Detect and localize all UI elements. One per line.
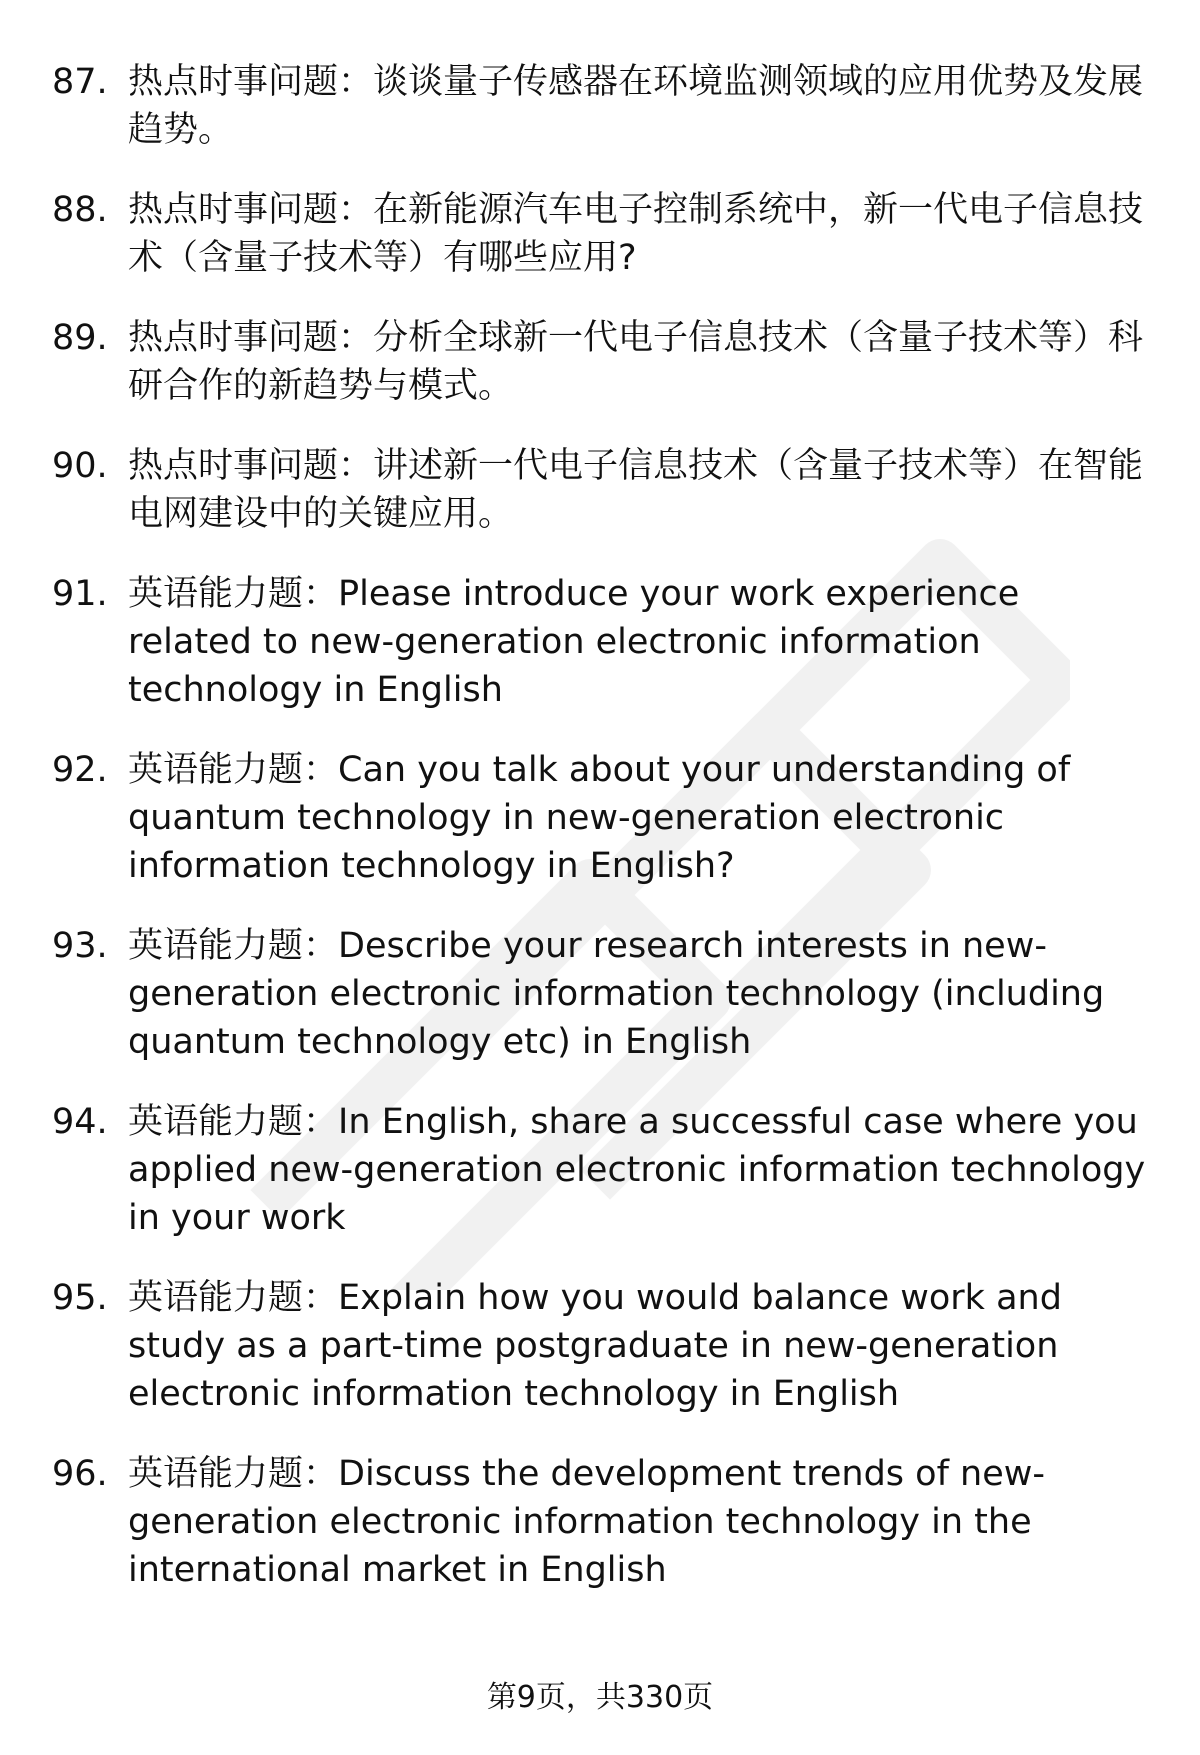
question-text bbox=[128, 922, 1152, 1066]
question-text bbox=[128, 186, 1152, 282]
question-item-95 bbox=[52, 1274, 1152, 1418]
question-text bbox=[128, 1098, 1152, 1242]
question-text bbox=[128, 1450, 1152, 1594]
question-item-92 bbox=[52, 746, 1152, 890]
question-item-91 bbox=[52, 570, 1152, 714]
question-text bbox=[128, 442, 1152, 538]
question-category: 英语能力题： bbox=[128, 1454, 339, 1494]
question-number: 96. bbox=[52, 1454, 108, 1494]
question-item-89 bbox=[52, 314, 1152, 410]
question-item-93 bbox=[52, 922, 1152, 1066]
question-text bbox=[128, 570, 1152, 714]
question-number: 92. bbox=[52, 750, 108, 790]
question-category: 热点时事问题： bbox=[128, 190, 374, 230]
question-text bbox=[128, 314, 1152, 410]
question-item-94 bbox=[52, 1098, 1152, 1242]
question-category: 英语能力题： bbox=[128, 750, 339, 790]
question-category: 热点时事问题： bbox=[128, 318, 374, 358]
question-body: Describe your research interests in new-generation electronic information technology (including quantum technology etc) in English bbox=[128, 926, 1105, 1062]
question-number: 89. bbox=[52, 318, 108, 358]
question-text bbox=[128, 58, 1152, 154]
question-number: 91. bbox=[52, 574, 108, 614]
question-body: 讲述新一代电子信息技术（含量子技术等）在智能电网建设中的关键应用。 bbox=[128, 446, 1144, 534]
question-body: Please introduce your work experience related to new-generation electronic information technology in English bbox=[128, 574, 1020, 710]
question-number: 93. bbox=[52, 926, 108, 966]
question-list bbox=[52, 58, 1152, 1626]
question-item-90 bbox=[52, 442, 1152, 538]
question-number: 90. bbox=[52, 446, 108, 486]
question-body: 分析全球新一代电子信息技术（含量子技术等）科研合作的新趋势与模式。 bbox=[128, 318, 1144, 406]
question-item-87 bbox=[52, 58, 1152, 154]
question-item-88 bbox=[52, 186, 1152, 282]
question-item-96 bbox=[52, 1450, 1152, 1594]
question-body: Can you talk about your understanding of quantum technology in new-generation electronic information technology in English? bbox=[128, 750, 1071, 886]
question-category: 英语能力题： bbox=[128, 1278, 339, 1318]
question-category: 热点时事问题： bbox=[128, 446, 374, 486]
question-number: 88. bbox=[52, 190, 108, 230]
question-number: 94. bbox=[52, 1102, 108, 1142]
question-number: 95. bbox=[52, 1278, 108, 1318]
question-body: 谈谈量子传感器在环境监测领域的应用优势及发展趋势。 bbox=[128, 62, 1144, 150]
page-number-label: 第9页，共330页 bbox=[486, 1680, 714, 1715]
question-body: Discuss the development trends of new-generation electronic information technology in the international market in English bbox=[128, 1454, 1045, 1590]
question-body: Explain how you would balance work and study as a part-time postgraduate in new-generation electronic information technology in English bbox=[128, 1278, 1062, 1414]
page-footer bbox=[0, 1678, 1200, 1718]
question-category: 热点时事问题： bbox=[128, 62, 374, 102]
question-category: 英语能力题： bbox=[128, 574, 339, 614]
question-category: 英语能力题： bbox=[128, 926, 339, 966]
question-category: 英语能力题： bbox=[128, 1102, 339, 1142]
question-text bbox=[128, 1274, 1152, 1418]
question-text bbox=[128, 746, 1152, 890]
question-body: 在新能源汽车电子控制系统中，新一代电子信息技术（含量子技术等）有哪些应用? bbox=[128, 190, 1144, 278]
question-number: 87. bbox=[52, 62, 108, 102]
question-body: In English, share a successful case where you applied new-generation electronic information technology in your work bbox=[128, 1102, 1146, 1238]
